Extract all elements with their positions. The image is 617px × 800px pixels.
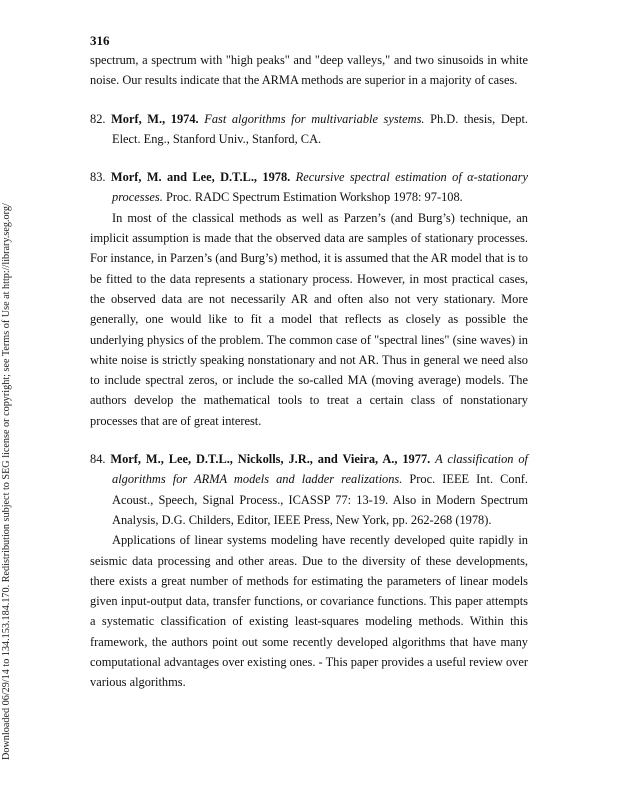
reference-82 xyxy=(90,109,528,150)
page-content xyxy=(90,50,528,693)
reference-entry xyxy=(90,109,528,150)
reference-number: 84. xyxy=(90,452,106,467)
reference-83 xyxy=(90,167,528,431)
reference-number: 82. xyxy=(90,111,106,126)
reference-source: Proc. RADC Spectrum Estimation Workshop 1978: 97-108. xyxy=(165,190,463,205)
reference-source: Ph.D. thesis, Dept. Elect. Eng., Stanford Univ., Stanford, CA. xyxy=(112,111,528,146)
page-number: 316 xyxy=(90,33,110,48)
reference-title: A classification of algorithms for ARMA models and ladder realizations. xyxy=(112,452,528,487)
reference-abstract: In most of the classical methods as well as Parzen’s (and Burg’s) technique, an implicit assumption is made that the observed data are samples of stationary processes. For instance, in Parzen’s (and Burg’s) method, it is assumed that the AR model that is to be fitted to the data represents a stationary process. However, in most practical cases, the observed data are not necessarily AR and often also not very stationary. More generally, one would like to fit a model that reflects as closely as possible the underlying physics of the problem. The common case of "spectral lines" (sine waves) in white noise is strictly speaking nonstationary and not AR. Thus in general we need also to include spectral zeros, or include the so-called MA (moving average) models. The authors develop the mathematical tools to treat a certain class of nonstationary processes that are of great interest. xyxy=(90,210,528,428)
reference-authors: Morf, M. and Lee, D.T.L., 1978. xyxy=(110,170,291,185)
reference-authors: Morf, M., 1974. xyxy=(111,111,199,126)
reference-abstract: Applications of linear systems modeling have recently developed quite rapidly in seismic data processing and other areas. Due to the diversity of these developments, there exists a great number of methods for estimating the parameters of linear models given input-output data, transfer functions, or covariance functions. This paper attempts a systematic classification of existing least-squares modeling methods. Within this framework, the authors point out some recently developed algorithms that have many computational advantages over existing ones. - This paper provides a useful review over various algorithms. xyxy=(90,533,528,690)
intro-paragraph: spectrum, a spectrum with "high peaks" and "deep valleys," and two sinusoids in white noise. Our results indicate that the ARMA methods are superior in a majority of cases. xyxy=(90,53,528,88)
reference-title: Recursive spectral estimation of α-stationary processes. xyxy=(112,170,529,205)
reference-number: 83. xyxy=(90,170,106,185)
reference-entry xyxy=(90,167,529,208)
reference-title: Fast algorithms for multivariable systems. xyxy=(204,111,425,126)
reference-source: Proc. IEEE Int. Conf. Acoust., Speech, Signal Process., ICASSP 77: 13-19. Also in Modern Spectrum Analysis, D.G. Childers, Editor, IEEE Press, New York, pp. 262-268 (1978). xyxy=(112,472,528,527)
reference-84 xyxy=(90,449,528,693)
reference-entry xyxy=(90,449,528,530)
download-notice: Downloaded 06/29/14 to 134.153.184.170. Redistribution subject to SEG license or copyright; see Terms of Use at http://library.seg.org/ xyxy=(1,203,12,760)
reference-authors: Morf, M., Lee, D.T.L., Nickolls, J.R., and Vieira, A., 1977. xyxy=(110,452,431,467)
